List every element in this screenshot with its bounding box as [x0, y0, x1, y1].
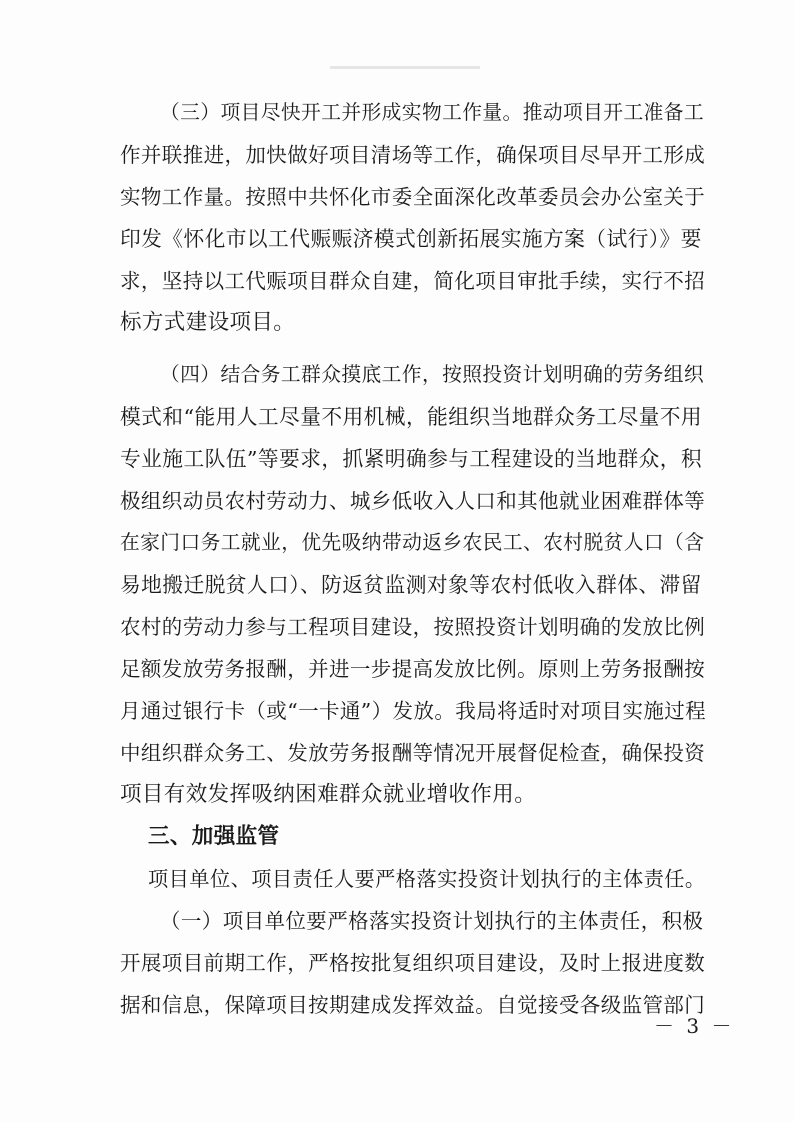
paragraph-3-line-4: 印发《怀化市以工代赈赈济模式创新拓展实施方案（试行）》要	[120, 227, 702, 251]
paragraph-4-line-11: 项目有效发挥吸纳困难群众就业增收作用。	[120, 782, 537, 807]
paragraph-3-line-3: 实物工作量。按照中共怀化市委全面深化改革委员会办公室关于	[120, 185, 706, 209]
section-intro: 项目单位、项目责任人要严格落实投资计划执行的主体责任。	[148, 867, 706, 891]
paragraph-3-line-6: 标方式建设项目。	[120, 310, 296, 335]
paragraph-3-line-2: 作并联推进，加快做好项目清场等工作，确保项目尽早开工形成	[120, 143, 706, 167]
paragraph-4-line-4: 极组织动员农村劳动力、城乡低收入人口和其他就业困难群体等	[120, 489, 706, 513]
section-heading: 三、加强监管	[148, 824, 280, 849]
paragraph-4-line-7: 农村的劳动力参与工程项目建设，按照投资计划明确的发放比例	[120, 615, 706, 639]
paragraph-4-line-10: 中组织群众务工、发放劳务报酬等情况开展督促检查，确保投资	[120, 741, 706, 765]
paragraph-4-line-8: 足额发放劳务报酬，并进一步提高发放比例。原则上劳务报酬按	[120, 657, 706, 681]
paragraph-5-line-3: 据和信息，保障项目按期建成发挥效益。自觉接受各级监管部门	[120, 993, 706, 1017]
paragraph-4-line-6: 易地搬迁脱贫人口）、防返贫监测对象等农村低收入群体、滞留	[120, 573, 702, 597]
paragraph-4-line-9: 月通过银行卡（或“一卡通”）发放。我局将适时对项目实施过程	[120, 699, 707, 723]
paragraph-3-line-5: 求，坚持以工代赈项目群众自建，简化项目审批手续，实行不招	[120, 269, 706, 293]
paragraph-4-line-2: 模式和“能用人工尽量不用机械，能组织当地群众务工尽量不用	[120, 405, 703, 429]
paragraph-4-line-1: （四）结合务工群众摸底工作，按照投资计划明确的劳务组织	[160, 363, 705, 386]
paragraph-3-line-1: （三）项目尽快开工并形成实物工作量。推动项目开工准备工	[160, 101, 705, 124]
paragraph-5-line-2: 开展项目前期工作，严格按批复组织项目建设，及时上报进度数	[120, 951, 706, 975]
paragraph-5-line-1: （一）项目单位要严格落实投资计划执行的主体责任，积极	[160, 909, 704, 933]
page-number: － 3 －	[654, 1014, 735, 1038]
paragraph-4-line-3: 专业施工队伍”等要求，抓紧明确参与工程建设的当地群众，积	[120, 447, 703, 471]
paragraph-4-line-5: 在家门口务工就业，优先吸纳带动返乡农民工、农村脱贫人口（含	[120, 531, 705, 554]
header-rule	[330, 66, 480, 69]
